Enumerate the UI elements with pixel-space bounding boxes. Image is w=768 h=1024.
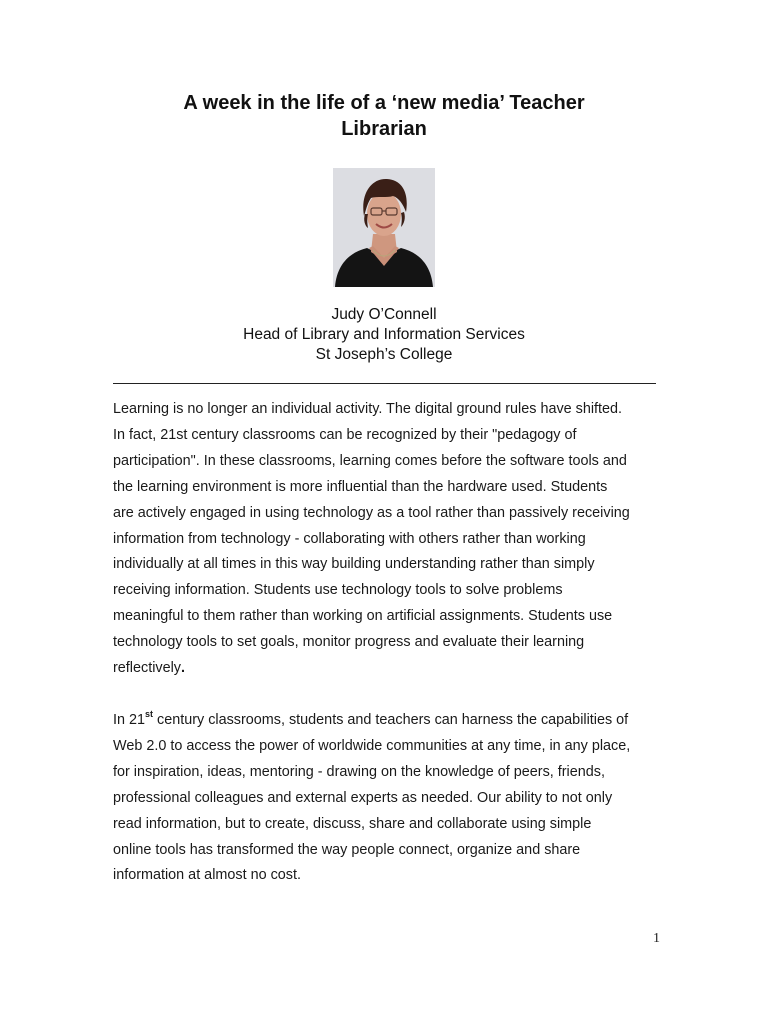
paragraph-first-line — [113, 708, 661, 734]
paragraph-line: information at almost no cost. — [113, 867, 301, 884]
paragraph-line: participation". In these classrooms, learning comes before the software tools and — [113, 452, 627, 469]
paragraph-line: receiving information. Students use technology tools to solve problems — [113, 582, 563, 599]
paragraph-line: professional colleagues and external experts as needed. Our ability to not only — [113, 789, 613, 806]
paragraph-line: In fact, 21st century classrooms can be recognized by their "pedagogy of — [113, 426, 577, 443]
paragraph-line: online tools has transformed the way people connect, organize and share — [113, 841, 581, 858]
paragraph-line: Web 2.0 to access the power of worldwide communities at any time, in any place, — [113, 737, 631, 754]
paragraph-2 — [113, 708, 661, 889]
author-info — [100, 305, 668, 365]
paragraph-line: technology tools to set goals, monitor progress and evaluate their learning — [113, 634, 585, 651]
paragraph-line: for inspiration, ideas, mentoring - drawing on the knowledge of peers, friends, — [113, 763, 605, 780]
author-organization: St Joseph’s College — [315, 346, 453, 363]
ordinal-superscript: st — [145, 709, 154, 719]
title-line: A week in the life of a ‘new media’ Teacher — [183, 92, 585, 114]
paragraph-line: are actively engaged in using technology as a tool rather than passively receiving — [113, 504, 630, 521]
paragraph-end-punctuation: . — [180, 660, 185, 677]
paragraph-line-rest: century classrooms, students and teachers can harness the capabilities of — [153, 712, 629, 728]
paragraph-line: individually at all times in this way building understanding rather than simply — [113, 556, 595, 573]
paragraph-line: Learning is no longer an individual activity. The digital ground rules have shifted. — [113, 401, 623, 417]
paragraph-line: information from technology - collaborating with others rather than working — [113, 530, 586, 547]
author-portrait — [333, 168, 435, 287]
document-title — [100, 90, 668, 142]
page-number: 1 — [653, 931, 660, 946]
paragraph-line-prefix: In 21 — [113, 712, 146, 728]
paragraph-line: the learning environment is more influential than the hardware used. Students — [113, 478, 608, 495]
paragraph-line: read information, but to create, discuss, share and collaborate using simple — [113, 815, 592, 832]
paragraph-last-line — [113, 656, 661, 682]
paragraph-1 — [113, 397, 661, 682]
paragraph-line: meaningful to them rather than working on artificial assignments. Students use — [113, 608, 613, 625]
paragraph-line-text: reflectively — [113, 660, 181, 677]
author-role: Head of Library and Information Services — [243, 326, 525, 343]
author-portrait-image — [333, 168, 435, 287]
author-name: Judy O’Connell — [331, 306, 437, 323]
title-line: Librarian — [341, 118, 427, 140]
horizontal-rule — [113, 383, 656, 384]
